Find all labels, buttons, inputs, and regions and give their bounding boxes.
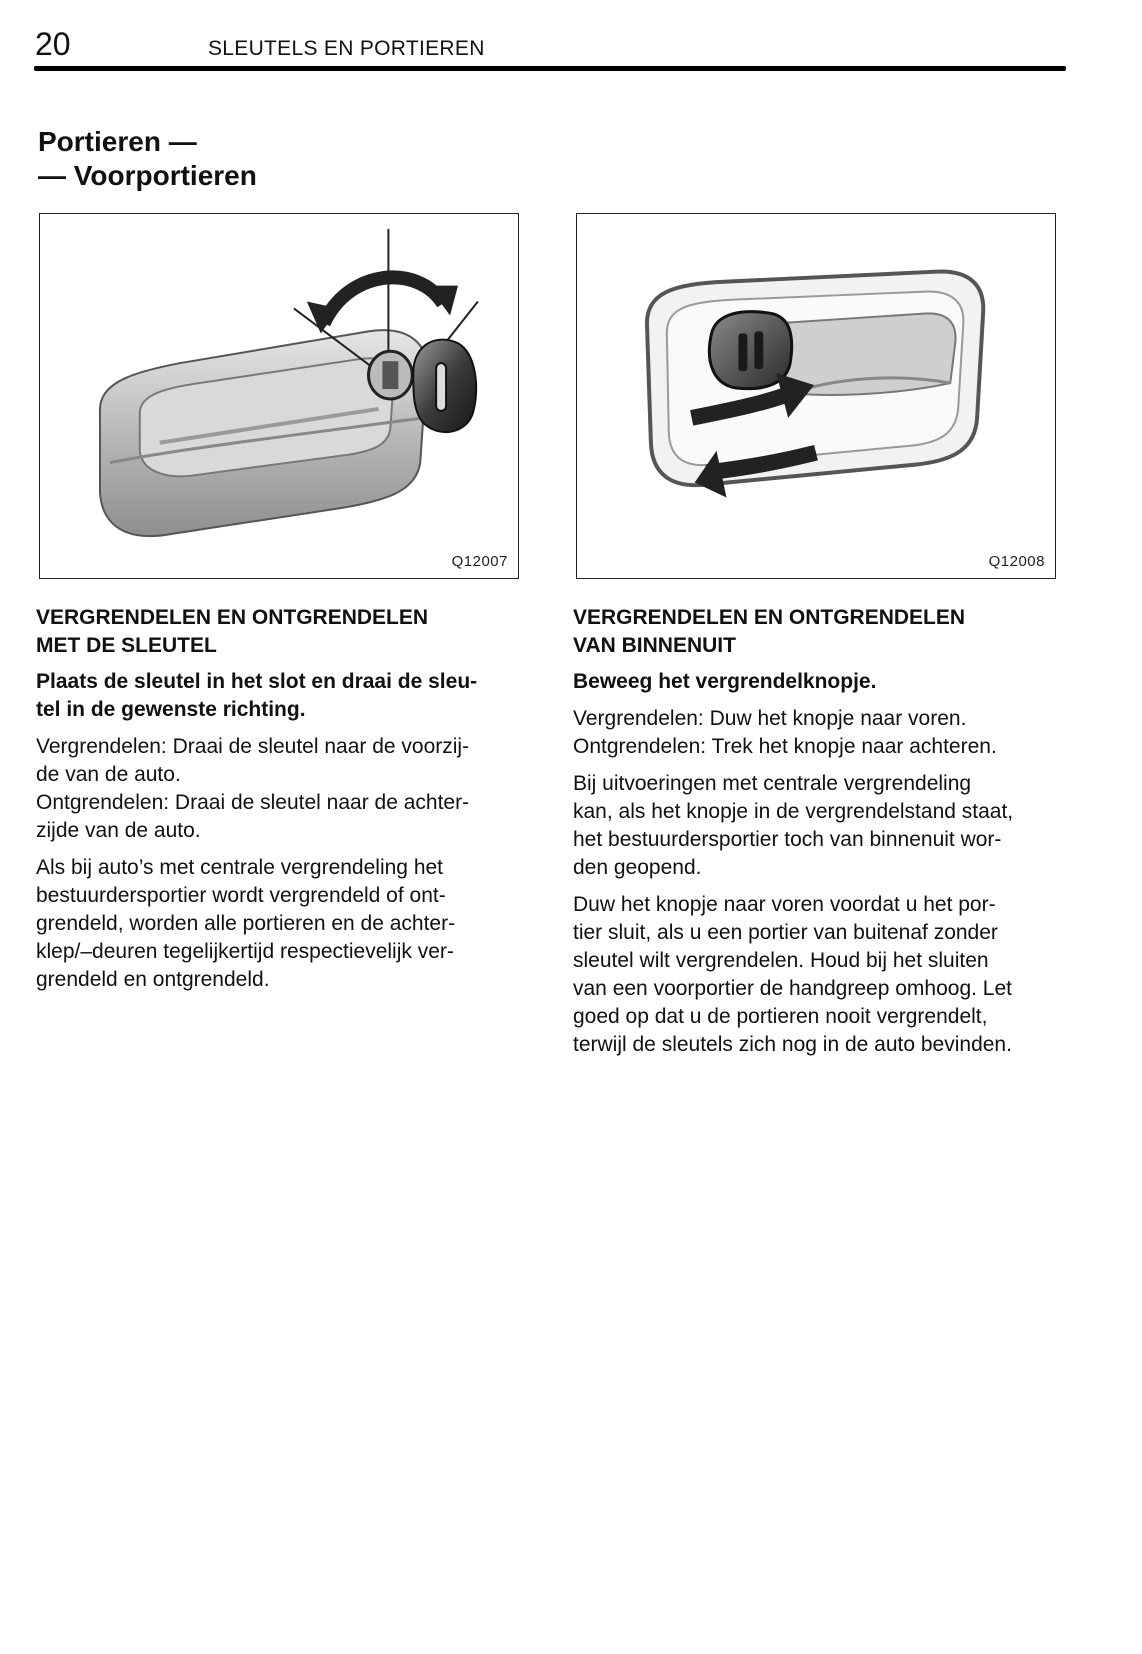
key-icon: [413, 340, 476, 433]
right-warning-line6: terwijl de sleutels zich nog in de auto bevinden.: [573, 1033, 1012, 1056]
section-title-line2: — Voorportieren: [38, 160, 257, 191]
left-heading-line1: VERGRENDELEN EN ONTGRENDELEN: [36, 606, 429, 629]
left-heading: [36, 604, 536, 660]
right-warning-line2: tier sluit, als u een portier van buitenaf zonder: [573, 921, 998, 944]
right-instruction: Beweeg het vergrendelknopje.: [573, 670, 877, 693]
figure-key-lock: [39, 213, 519, 579]
right-central-line4: den geopend.: [573, 856, 702, 879]
left-central-line4: klep/–deuren tegelijkertijd respectievelijk ver-: [36, 940, 454, 963]
left-unlock-line1: Ontgrendelen: Draai de sleutel naar de achter-: [36, 791, 470, 814]
right-unlock-line: Ontgrendelen: Trek het knopje naar achteren.: [573, 735, 997, 758]
left-central-line5: grendeld en ontgrendeld.: [36, 968, 270, 991]
right-heading: [573, 604, 1068, 660]
right-column: [573, 604, 1068, 1068]
left-central-line1: Als bij auto’s met centrale vergrendeling het: [36, 856, 444, 879]
right-central-locking-text: [573, 770, 1068, 882]
right-lock-unlock-text: [573, 705, 1068, 761]
left-central-line3: grendeld, worden alle portieren en de achter-: [36, 912, 456, 935]
left-unlock-text: [36, 789, 536, 845]
right-heading-line1: VERGRENDELEN EN ONTGRENDELEN: [573, 606, 966, 629]
right-lock-line: Vergrendelen: Duw het knopje naar voren.: [573, 707, 967, 730]
interior-knob-illustration: [577, 214, 1055, 578]
left-central-line2: bestuurdersportier wordt vergrendeld of ont-: [36, 884, 446, 907]
right-warning-line4: van een voorportier de handgreep omhoog. Let: [573, 977, 1012, 1000]
right-warning-line3: sleutel wilt vergrendelen. Houd bij het sluiten: [573, 949, 989, 972]
right-warning-line1: Duw het knopje naar voren voordat u het por-: [573, 893, 996, 916]
figure-code-left: Q12007: [451, 553, 508, 570]
header-rule: [34, 66, 1066, 71]
chapter-title: SLEUTELS EN PORTIEREN: [208, 37, 485, 60]
figure-interior-knob: [576, 213, 1056, 579]
left-column: [36, 604, 536, 1003]
right-heading-line2: VAN BINNENUIT: [573, 634, 736, 657]
right-central-line1: Bij uitvoeringen met centrale vergrendeling: [573, 772, 972, 795]
right-central-line2: kan, als het knopje in de vergrendelstand staat,: [573, 800, 1014, 823]
left-lead-line2: tel in de gewenste richting.: [36, 698, 306, 721]
page-number: 20: [35, 26, 71, 62]
left-lock-text: [36, 733, 536, 789]
left-central-locking-text: [36, 854, 536, 994]
left-lead-line1: Plaats de sleutel in het slot en draai de sleu-: [36, 670, 478, 693]
left-unlock-line2: zijde van de auto.: [36, 819, 201, 842]
rotation-arrow: [307, 277, 458, 333]
section-title: [38, 125, 257, 193]
right-warning-text: [573, 891, 1068, 1059]
section-title-line1: Portieren —: [38, 126, 197, 157]
key-cylinder: [369, 351, 413, 399]
key-lock-illustration: [40, 214, 518, 578]
left-instruction: [36, 668, 536, 724]
figure-code-right: Q12008: [988, 553, 1045, 570]
right-warning-line5: goed op dat u de portieren nooit vergrendelt,: [573, 1005, 988, 1028]
left-heading-line2: MET DE SLEUTEL: [36, 634, 217, 657]
left-lock-line1: Vergrendelen: Draai de sleutel naar de voorzij-: [36, 735, 470, 758]
left-lock-line2: de van de auto.: [36, 763, 181, 786]
right-central-line3: het bestuurdersportier toch van binnenuit wor-: [573, 828, 1002, 851]
